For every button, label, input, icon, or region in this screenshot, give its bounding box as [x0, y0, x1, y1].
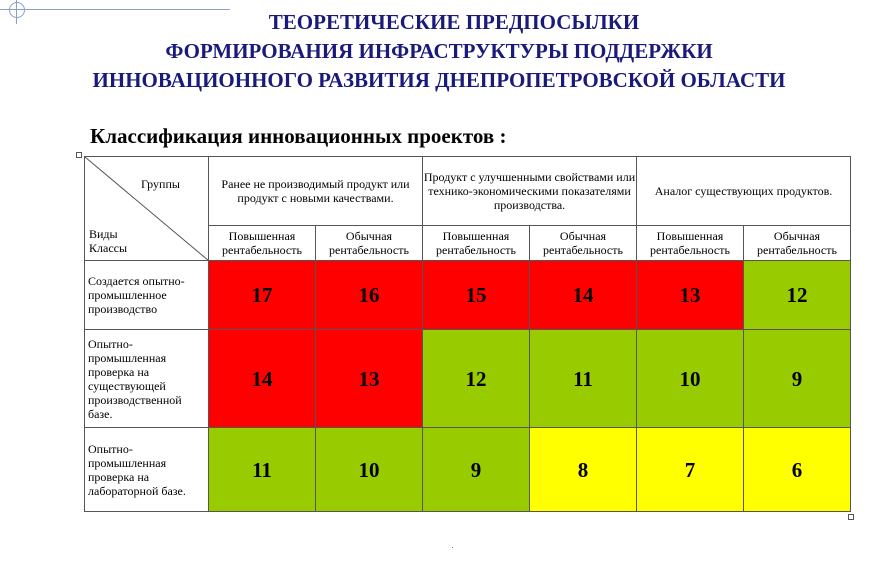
- classification-table: [84, 156, 851, 512]
- corner-kinds-label: Виды: [89, 227, 118, 241]
- selection-handle-bottom-right: [848, 514, 854, 520]
- subheader-cell: Обычная рентабельность: [744, 226, 851, 261]
- value-cell: 7: [637, 428, 744, 512]
- value-cell: 8: [530, 428, 637, 512]
- corner-groups-label: Группы: [141, 177, 180, 191]
- subheader-cell: Повышенная рентабельность: [637, 226, 744, 261]
- subheader-cell: Обычная рентабельность: [316, 226, 423, 261]
- title-line-2: ФОРМИРОВАНИЯ ИНФРАСТРУКТУРЫ ПОДДЕРЖКИ: [165, 39, 713, 63]
- value-cell: 16: [316, 261, 423, 330]
- table-row: [85, 261, 851, 330]
- row-label: Опытно-промышленная проверка на существующей производственной базе.: [85, 330, 209, 428]
- value-cell: 9: [423, 428, 530, 512]
- table-row: [85, 330, 851, 428]
- row-label: Опытно-промышленная проверка на лабораторной базе.: [85, 428, 209, 512]
- corner-classes-label: Классы: [89, 241, 128, 255]
- title-line-3: ИННОВАЦИОННОГО РАЗВИТИЯ ДНЕПРОПЕТРОВСКОЙ ОБЛАСТИ: [92, 68, 786, 92]
- value-cell: 11: [209, 428, 316, 512]
- value-cell: 14: [530, 261, 637, 330]
- group-header-improved-product: Продукт с улучшенными свойствами или технико-экономическими показателями производства.: [423, 157, 637, 226]
- value-cell: 13: [316, 330, 423, 428]
- value-cell: 12: [744, 261, 851, 330]
- value-cell: 15: [423, 261, 530, 330]
- value-cell: 11: [530, 330, 637, 428]
- group-header-new-product: Ранее не производимый продукт или продукт с новыми качествами.: [209, 157, 423, 226]
- value-cell: 13: [637, 261, 744, 330]
- subheader-cell: Обычная рентабельность: [530, 226, 637, 261]
- value-cell: 10: [316, 428, 423, 512]
- value-cell: 14: [209, 330, 316, 428]
- stray-dot: [452, 547, 453, 548]
- value-cell: 10: [637, 330, 744, 428]
- table-row: [85, 428, 851, 512]
- value-cell: 6: [744, 428, 851, 512]
- selection-handle-top-left: [76, 152, 82, 158]
- table-caption: Классификация инновационных проектов :: [90, 124, 507, 148]
- value-cell: 12: [423, 330, 530, 428]
- subheader-cell: Повышенная рентабельность: [209, 226, 316, 261]
- slide-title: [0, 8, 878, 95]
- value-cell: 9: [744, 330, 851, 428]
- subheader-cell: Повышенная рентабельность: [423, 226, 530, 261]
- group-header-analog-product: Аналог существующих продуктов.: [637, 157, 851, 226]
- corner-header-cell: [85, 157, 209, 261]
- title-line-1: ТЕОРЕТИЧЕСКИЕ ПРЕДПОСЫЛКИ: [268, 10, 640, 34]
- value-cell: 17: [209, 261, 316, 330]
- row-label: Создается опытно-промышленное производство: [85, 261, 209, 330]
